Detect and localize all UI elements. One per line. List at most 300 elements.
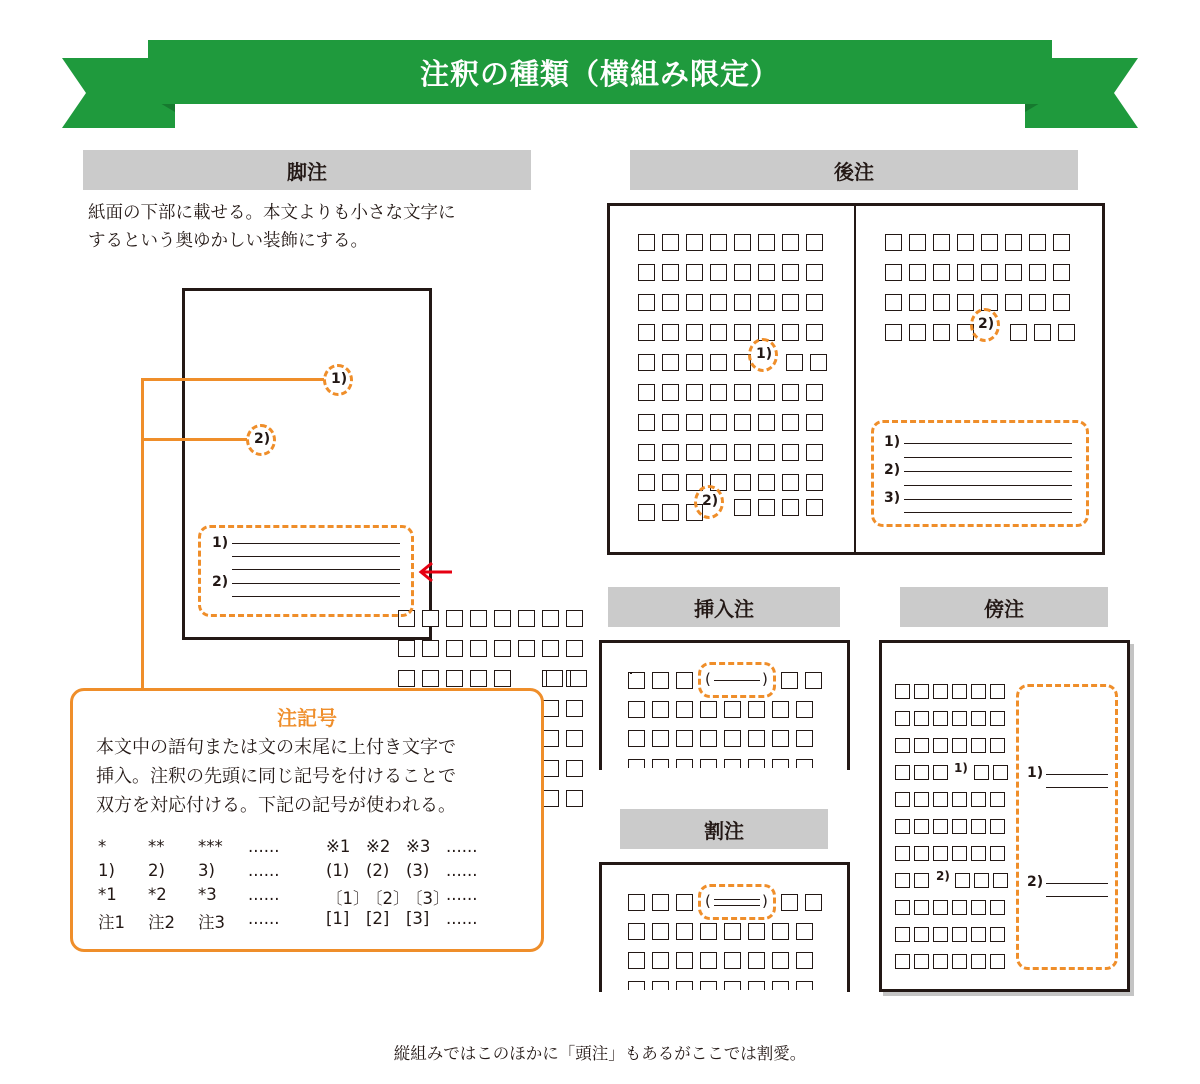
note-mark-symbol: [3] (406, 909, 430, 928)
title-ribbon (148, 40, 1052, 104)
text-placeholder-square (974, 765, 989, 780)
text-placeholder-square (518, 640, 535, 657)
note-mark-symbol: [1] (326, 909, 350, 928)
text-placeholder-square (1010, 324, 1027, 341)
insert-note-paren-close: ) (762, 670, 768, 688)
text-placeholder-square (494, 670, 511, 687)
text-placeholder-square (676, 759, 693, 768)
text-placeholder-square (686, 264, 703, 281)
text-placeholder-square (628, 701, 645, 718)
text-placeholder-square (628, 730, 645, 747)
text-placeholder-square (1053, 264, 1070, 281)
text-placeholder-square (652, 730, 669, 747)
split-note-line (714, 905, 760, 906)
text-placeholder-square (748, 759, 765, 768)
text-placeholder-square (710, 324, 727, 341)
text-placeholder-square (446, 610, 463, 627)
text-placeholder-square (810, 354, 827, 371)
text-placeholder-square (638, 234, 655, 251)
text-placeholder-square (724, 923, 741, 940)
text-placeholder-square (638, 504, 655, 521)
text-placeholder-square (909, 264, 926, 281)
text-placeholder-square (518, 610, 535, 627)
text-placeholder-square (885, 264, 902, 281)
footnote-note1: 1) (212, 535, 229, 551)
note-marks-heading: 注記号 (277, 706, 337, 730)
connector-line (141, 438, 247, 441)
text-placeholder-square (914, 954, 929, 969)
text-placeholder-square (566, 790, 583, 807)
red-arrow-icon (416, 560, 456, 584)
footnote-heading: 脚注 (287, 159, 327, 184)
text-placeholder-square (686, 414, 703, 431)
text-placeholder-square (662, 354, 679, 371)
text-placeholder-square (782, 474, 799, 491)
endnote-mark1: 1) (756, 346, 773, 362)
note-mark-symbol: 〔1〕 (326, 889, 370, 908)
text-placeholder-square (542, 700, 559, 717)
note-mark-symbol: [2] (366, 909, 390, 928)
text-placeholder-square (662, 414, 679, 431)
text-placeholder-square (895, 846, 910, 861)
text-placeholder-square (772, 981, 789, 990)
text-placeholder-square (628, 981, 645, 990)
text-placeholder-square (710, 294, 727, 311)
text-placeholder-square (933, 927, 948, 942)
text-placeholder-square (686, 384, 703, 401)
text-placeholder-square (772, 923, 789, 940)
text-placeholder-square (566, 610, 583, 627)
text-placeholder-square (734, 324, 751, 341)
note-mark-symbol: ...... (446, 837, 478, 856)
text-placeholder-square (662, 444, 679, 461)
text-placeholder-square (734, 474, 751, 491)
text-placeholder-square (1058, 324, 1075, 341)
text-placeholder-square (638, 294, 655, 311)
endnote-note-line (904, 512, 1072, 513)
text-placeholder-square (662, 474, 679, 491)
text-placeholder-square (748, 923, 765, 940)
footnote-note-line (232, 556, 400, 557)
text-placeholder-square (676, 923, 693, 940)
footnote-desc-line2: するという奥ゆかしい装飾にする。 (88, 231, 368, 251)
text-placeholder-square (686, 294, 703, 311)
text-placeholder-square (758, 474, 775, 491)
note-mark-symbol: (2) (366, 861, 390, 880)
split-note-paren-open: ( (705, 892, 711, 910)
note-mark-symbol: ...... (446, 861, 478, 880)
text-placeholder-square (422, 640, 439, 657)
text-placeholder-square (470, 640, 487, 657)
text-placeholder-square (782, 384, 799, 401)
text-placeholder-square (758, 234, 775, 251)
text-placeholder-square (758, 499, 775, 516)
endnote-note-line (904, 457, 1072, 458)
text-placeholder-square (782, 414, 799, 431)
side-note-line (1046, 883, 1108, 884)
text-placeholder-square (628, 894, 645, 911)
insert-note-heading-bar (608, 587, 840, 627)
text-placeholder-square (700, 952, 717, 969)
text-placeholder-square (933, 846, 948, 861)
endnote-note-line (904, 485, 1072, 486)
text-placeholder-square (914, 792, 929, 807)
endnote-notes-area (871, 420, 1089, 527)
text-placeholder-square (805, 672, 822, 689)
text-placeholder-square (990, 954, 1005, 969)
text-placeholder-square (933, 294, 950, 311)
text-placeholder-square (782, 294, 799, 311)
text-placeholder-square (570, 670, 587, 687)
side-note-notes-area (1016, 684, 1118, 970)
text-placeholder-square (734, 499, 751, 516)
footnote-mark1: 1) (331, 371, 348, 387)
text-placeholder-square (638, 384, 655, 401)
text-placeholder-square (971, 711, 986, 726)
text-placeholder-square (782, 264, 799, 281)
note-mark-symbol: ...... (446, 909, 478, 928)
text-placeholder-square (782, 444, 799, 461)
note-mark-symbol: ** (148, 837, 165, 856)
text-placeholder-square (546, 670, 563, 687)
side-note-mark1: 1) (954, 761, 968, 775)
footnote-note-line (232, 543, 400, 544)
side-note-heading-bar (900, 587, 1108, 627)
text-placeholder-square (686, 234, 703, 251)
endnote-note-line (904, 443, 1072, 444)
text-placeholder-square (662, 264, 679, 281)
text-placeholder-square (566, 640, 583, 657)
text-placeholder-square (895, 711, 910, 726)
text-placeholder-square (895, 873, 910, 888)
text-placeholder-square (796, 730, 813, 747)
note-marks-desc-line1: 本文中の語句または文の末尾に上付き文字で (96, 737, 456, 758)
text-placeholder-square (806, 414, 823, 431)
endnote-note3: 3) (884, 490, 901, 506)
text-placeholder-square (542, 730, 559, 747)
text-placeholder-square (686, 324, 703, 341)
side-note-heading: 傍注 (984, 596, 1024, 621)
note-mark-symbol: 〔3〕 (406, 889, 450, 908)
split-note-paren-close: ) (762, 892, 768, 910)
text-placeholder-square (933, 711, 948, 726)
text-placeholder-square (734, 414, 751, 431)
text-placeholder-square (398, 670, 415, 687)
footnote-heading-bar (83, 150, 531, 190)
note-marks-desc-line2: 挿入。注釈の先頭に同じ記号を付けることで (96, 766, 456, 787)
endnote-note1: 1) (884, 434, 901, 450)
footnote-note-line (232, 569, 400, 570)
text-placeholder-square (398, 640, 415, 657)
text-placeholder-square (806, 499, 823, 516)
text-placeholder-square (993, 765, 1008, 780)
text-placeholder-square (933, 324, 950, 341)
text-placeholder-square (955, 873, 970, 888)
text-placeholder-square (758, 264, 775, 281)
text-placeholder-square (652, 923, 669, 940)
connector-line (141, 378, 144, 690)
note-mark-symbol: 1) (98, 861, 115, 880)
text-placeholder-square (700, 730, 717, 747)
text-placeholder-square (990, 792, 1005, 807)
text-placeholder-square (724, 759, 741, 768)
text-placeholder-square (748, 730, 765, 747)
text-placeholder-square (662, 234, 679, 251)
text-placeholder-square (470, 670, 487, 687)
text-placeholder-square (676, 701, 693, 718)
note-mark-symbol: 注3 (198, 913, 225, 932)
note-mark-symbol: ※1 (326, 837, 351, 856)
text-placeholder-row-clipped (628, 759, 828, 768)
text-placeholder-square (710, 414, 727, 431)
note-mark-symbol: ...... (248, 885, 280, 904)
text-placeholder-square (566, 700, 583, 717)
text-placeholder-square (781, 894, 798, 911)
text-placeholder-square (566, 760, 583, 777)
text-placeholder-square (957, 234, 974, 251)
text-placeholder-square (952, 819, 967, 834)
text-placeholder-square (981, 234, 998, 251)
text-placeholder-square (748, 981, 765, 990)
text-placeholder-square (748, 701, 765, 718)
text-placeholder-square (638, 444, 655, 461)
text-placeholder-square (566, 730, 583, 747)
side-note-line (1046, 787, 1108, 788)
text-placeholder-square (933, 264, 950, 281)
text-placeholder-square (971, 954, 986, 969)
footnote-notes-area (198, 525, 414, 617)
text-placeholder-square (993, 873, 1008, 888)
text-placeholder-square (1053, 294, 1070, 311)
note-mark-symbol: 注1 (98, 913, 125, 932)
text-placeholder-square (805, 894, 822, 911)
text-placeholder-square (1029, 234, 1046, 251)
text-placeholder-square (470, 610, 487, 627)
text-placeholder-square (796, 952, 813, 969)
note-mark-symbol: ...... (248, 861, 280, 880)
text-placeholder-square (914, 900, 929, 915)
text-placeholder-square (952, 792, 967, 807)
text-placeholder-square (1005, 264, 1022, 281)
text-placeholder-square (686, 354, 703, 371)
text-placeholder-square (700, 759, 717, 768)
text-placeholder-square (990, 711, 1005, 726)
text-placeholder-square (724, 952, 741, 969)
text-placeholder-square (700, 981, 717, 990)
text-placeholder-square (676, 672, 693, 689)
endnote-spine (854, 205, 856, 553)
footnote-desc-line1: 紙面の下部に載せる。本文よりも小さな文字に (88, 203, 456, 223)
text-placeholder-square (974, 873, 989, 888)
text-placeholder-square (933, 738, 948, 753)
text-placeholder-square (700, 701, 717, 718)
text-placeholder-square (914, 819, 929, 834)
side-note-note2: 2) (1027, 874, 1044, 890)
text-placeholder-square (652, 981, 669, 990)
text-placeholder-square (806, 264, 823, 281)
text-placeholder-square (628, 923, 645, 940)
text-placeholder-square (1029, 264, 1046, 281)
text-placeholder-square (971, 900, 986, 915)
text-placeholder-square (710, 264, 727, 281)
text-placeholder-square (734, 234, 751, 251)
text-placeholder-square (758, 414, 775, 431)
text-placeholder-square (971, 819, 986, 834)
text-placeholder-square (758, 384, 775, 401)
text-placeholder-square (1053, 234, 1070, 251)
text-placeholder-square (806, 384, 823, 401)
text-placeholder-square (724, 701, 741, 718)
text-placeholder-square (1005, 234, 1022, 251)
note-mark-symbol: *3 (198, 885, 217, 904)
text-placeholder-square (662, 324, 679, 341)
text-placeholder-square (895, 738, 910, 753)
text-placeholder-square (933, 684, 948, 699)
text-placeholder-square (662, 384, 679, 401)
text-placeholder-square (494, 610, 511, 627)
text-placeholder-square (782, 499, 799, 516)
text-placeholder-square (971, 738, 986, 753)
text-placeholder-square (630, 672, 632, 674)
text-placeholder-square (885, 294, 902, 311)
text-placeholder-square (971, 684, 986, 699)
side-note-note1: 1) (1027, 765, 1044, 781)
text-placeholder-square (990, 846, 1005, 861)
side-note-mark2: 2) (936, 869, 950, 883)
text-placeholder-row-clipped (628, 981, 828, 990)
text-placeholder-square (422, 610, 439, 627)
text-placeholder-square (494, 640, 511, 657)
text-placeholder-square (772, 759, 789, 768)
text-placeholder-square (933, 765, 948, 780)
note-mark-symbol: ...... (248, 837, 280, 856)
text-placeholder-square (990, 819, 1005, 834)
text-placeholder-square (990, 927, 1005, 942)
text-placeholder-square (542, 610, 559, 627)
text-placeholder-square (542, 790, 559, 807)
split-note-line (714, 899, 760, 900)
text-placeholder-square (782, 234, 799, 251)
text-placeholder-square (914, 765, 929, 780)
note-mark-symbol: 3) (198, 861, 215, 880)
note-mark-symbol: ※2 (366, 837, 391, 856)
text-placeholder-square (1029, 294, 1046, 311)
text-placeholder-square (748, 952, 765, 969)
text-placeholder-square (710, 444, 727, 461)
text-placeholder-square (895, 927, 910, 942)
text-placeholder-square (933, 819, 948, 834)
text-placeholder-square (796, 981, 813, 990)
note-marks-desc-line3: 双方を対応付ける。下記の記号が使われる。 (96, 795, 456, 816)
text-placeholder-square (952, 927, 967, 942)
text-placeholder-square (952, 954, 967, 969)
insert-note-dash (714, 680, 760, 681)
text-placeholder-square (662, 294, 679, 311)
text-placeholder-square (952, 900, 967, 915)
endnote-note-line (904, 471, 1072, 472)
text-placeholder-square (782, 324, 799, 341)
text-placeholder-square (952, 846, 967, 861)
text-placeholder-square (952, 684, 967, 699)
text-placeholder-square (786, 354, 803, 371)
text-placeholder-square (446, 640, 463, 657)
text-placeholder-square (796, 701, 813, 718)
text-placeholder-square (990, 900, 1005, 915)
text-placeholder-square (676, 894, 693, 911)
text-placeholder-square (628, 672, 645, 689)
endnote-mark2b: 2) (978, 316, 995, 332)
text-placeholder-square (806, 294, 823, 311)
text-placeholder-square (652, 894, 669, 911)
text-placeholder-square (758, 294, 775, 311)
text-placeholder-square (895, 765, 910, 780)
side-note-line (1046, 896, 1108, 897)
text-placeholder-square (676, 981, 693, 990)
endnote-heading: 後注 (834, 159, 874, 184)
insert-note-heading: 挿入注 (694, 596, 754, 621)
text-placeholder-square (885, 324, 902, 341)
text-placeholder-square (734, 384, 751, 401)
text-placeholder-square (990, 738, 1005, 753)
note-mark-symbol: ...... (446, 885, 478, 904)
text-placeholder-square (933, 234, 950, 251)
text-placeholder-square (638, 414, 655, 431)
endnote-mark2a: 2) (702, 493, 719, 509)
text-placeholder-square (700, 923, 717, 940)
text-placeholder-square (895, 954, 910, 969)
text-placeholder-square (895, 684, 910, 699)
note-mark-symbol: (1) (326, 861, 350, 880)
footnote-note-line (232, 596, 400, 597)
text-placeholder-square (758, 444, 775, 461)
note-mark-symbol: 注2 (148, 913, 175, 932)
text-placeholder-square (724, 730, 741, 747)
text-placeholder-square (662, 504, 679, 521)
text-placeholder-square (676, 730, 693, 747)
text-placeholder-square (914, 873, 929, 888)
text-placeholder-square (806, 444, 823, 461)
insert-note-paren-open: ( (705, 670, 711, 688)
endnote-note-line (904, 499, 1072, 500)
note-mark-symbol: ※3 (406, 837, 431, 856)
text-placeholder-square (542, 640, 559, 657)
bottom-note: 縦組みではこのほかに「頭注」もあるがここでは割愛。 (393, 1044, 807, 1063)
text-placeholder-square (724, 981, 741, 990)
text-placeholder-square (638, 474, 655, 491)
text-placeholder-square (638, 324, 655, 341)
text-placeholder-square (772, 952, 789, 969)
text-placeholder-square (1034, 324, 1051, 341)
footnote-note2: 2) (212, 574, 229, 590)
footnote-mark2: 2) (254, 431, 271, 447)
note-mark-symbol: 〔2〕 (366, 889, 410, 908)
text-placeholder-square (895, 792, 910, 807)
footnote-note-line (232, 583, 400, 584)
text-placeholder-square (952, 738, 967, 753)
note-mark-symbol: 2) (148, 861, 165, 880)
note-mark-symbol: * (98, 837, 107, 856)
split-note-heading: 割注 (704, 818, 744, 843)
text-placeholder-square (781, 672, 798, 689)
text-placeholder-square (971, 792, 986, 807)
text-placeholder-square (914, 684, 929, 699)
text-placeholder-square (933, 792, 948, 807)
text-placeholder-square (957, 294, 974, 311)
endnote-heading-bar (630, 150, 1078, 190)
note-mark-symbol: *2 (148, 885, 167, 904)
note-mark-symbol: ...... (248, 909, 280, 928)
text-placeholder-square (652, 672, 669, 689)
